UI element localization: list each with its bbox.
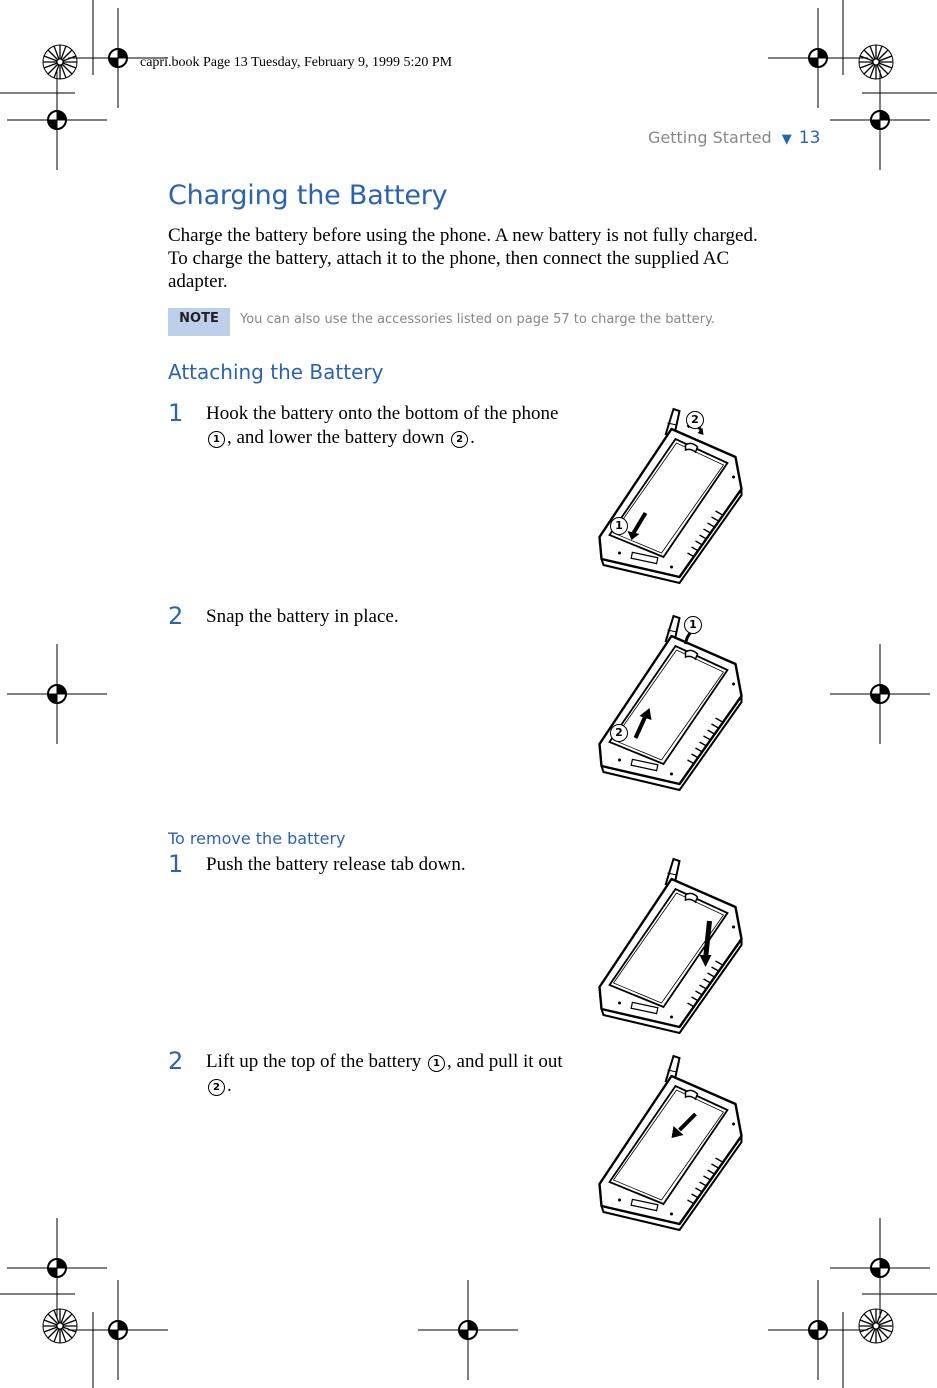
callout-2-icon: 2 xyxy=(208,1079,225,1096)
remove-step-1-number: 1 xyxy=(168,850,184,878)
callout-1-icon: 1 xyxy=(428,1055,445,1072)
phone-illustration xyxy=(580,612,755,797)
callout-1-icon: 1 xyxy=(208,431,225,448)
attach-step-2-text: Snap the battery in place. xyxy=(206,606,399,627)
figure-callout-1: 1 xyxy=(684,616,702,634)
figure-callout-1: 1 xyxy=(610,517,628,535)
remove-step-2-text: Lift up the top of the battery 1 , and pull it out 2 . xyxy=(206,1051,563,1096)
remove-step-2-number: 2 xyxy=(168,1047,184,1075)
intro-paragraph: Charge the battery before using the phone. A new battery is not fully charged. To charge the battery, attach it to the phone, then connect the supplied AC adapter. xyxy=(168,225,758,292)
section-heading-remove: To remove the battery xyxy=(168,829,346,848)
callout-2-icon: 2 xyxy=(451,431,468,448)
page-title: Charging the Battery xyxy=(168,180,448,211)
attach-step-1-text: Hook the battery onto the bottom of the phone 1 , and lower the battery down 2 . xyxy=(206,403,559,448)
remove-step-1-text: Push the battery release tab down. xyxy=(206,854,466,875)
attach-step-1-number: 1 xyxy=(168,399,184,427)
section-heading-attach: Attaching the Battery xyxy=(168,360,384,384)
attach-step-2-number: 2 xyxy=(168,602,184,630)
phone-illustration xyxy=(580,855,755,1040)
triangle-down-icon: ▼ xyxy=(781,132,792,147)
phone-illustration xyxy=(580,1052,755,1237)
figure-remove-lift-out xyxy=(580,1052,755,1237)
figure-attach-hook xyxy=(580,405,755,590)
figure-callout-2: 2 xyxy=(610,724,628,742)
note-label: NOTE xyxy=(168,308,230,336)
page-number: 13 xyxy=(798,128,821,148)
note-text: You can also use the accessories listed on page 57 to charge the battery. xyxy=(240,312,715,327)
section-name: Getting Started xyxy=(648,128,772,147)
figure-attach-snap xyxy=(580,612,755,797)
running-header xyxy=(648,128,821,148)
figure-remove-push-tab xyxy=(580,855,755,1040)
figure-callout-2: 2 xyxy=(686,411,704,429)
printer-slug: capri.book Page 13 Tuesday, February 9, 1999 5:20 PM xyxy=(140,55,453,70)
phone-illustration xyxy=(580,405,755,590)
